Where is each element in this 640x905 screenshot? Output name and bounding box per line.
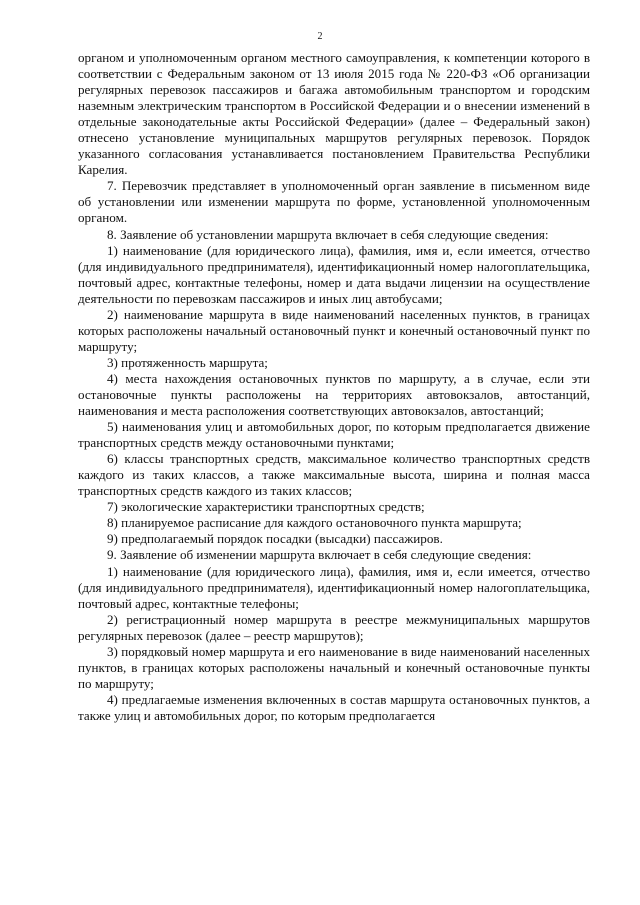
list-item-8-4: 4) места нахождения остановочных пунктов по маршруту, а в случае, если эти остановочные пункты расположены на территориях автовокзалов, автостанций, наименования и места расположения соответствующих автовокзалов, автостанций; xyxy=(78,370,590,419)
list-item-8-2: 2) наименование маршрута в виде наименований населенных пунктов, в границах которых расположены начальный остановочный пункт и конечный остановочный пункт по маршруту; xyxy=(78,306,590,354)
paragraph-clause-9: 9. Заявление об изменении маршрута включает в себя следующие сведения: xyxy=(107,547,532,563)
list-item-9-3: 3) порядковый номер маршрута и его наименование в виде наименований населенных пунктов, в границах которых расположены начальный и конечный остановочные пункты по маршруту; xyxy=(78,643,590,691)
list-item-8-6: 6) классы транспортных средств, максимальное количество транспортных средств каждого из таких классов, а также максимальные высота, ширина и полная масса транспортных средств каждого из таких классов; xyxy=(78,451,590,499)
list-item-8-9: 9) предполагаемый порядок посадки (высадки) пассажиров. xyxy=(107,531,443,547)
list-item-9-4: 4) предлагаемые изменения включенных в состав маршрута остановочных пунктов, а также улиц и автомобильных дорог, по которым предполагается xyxy=(78,691,590,723)
list-item-8-3: 3) протяженность маршрута; xyxy=(107,354,268,370)
page-number: 2 xyxy=(317,31,323,42)
paragraph-clause-7: 7. Перевозчик представляет в уполномоченный орган заявление в письменном виде об установлении или изменении маршрута по форме, установленной уполномоченным органом. xyxy=(78,178,590,226)
list-item-9-1: 1) наименование (для юридического лица), фамилия, имя и, если имеется, отчество (для индивидуального предпринимателя), идентификационный номер налогоплательщика, почтовый адрес, контактные телефоны; xyxy=(78,563,590,611)
paragraph-continuation: органом и уполномоченным органом местного самоуправления, к компетенции которого в соответствии с Федеральным законом от 13 июля 2015 года № 220-ФЗ «Об организации регулярных перевозок пассажиров и багажа автомобильным транспортом и городским наземным электрическим транспортом в Российской Федерации и о внесении изменений в отдельные законодательные акты Российской Федерации» (далее – Федеральный закон) отнесено установление муниципальных маршрутов регулярных перевозок. Порядок указанного согласования устанавливается постановлением Правительства Республики Карелия. xyxy=(78,50,590,178)
list-item-8-1: 1) наименование (для юридического лица), фамилия, имя и, если имеется, отчество (для индивидуального предпринимателя), идентификационный номер налогоплательщика, почтовый адрес, контактные телефоны, номер и дата выдачи лицензии на осуществление деятельности по перевозкам пассажиров и иных лиц автобусами; xyxy=(78,242,590,306)
document-body xyxy=(78,50,590,724)
list-item-8-8: 8) планируемое расписание для каждого остановочного пункта маршрута; xyxy=(107,515,522,531)
list-item-8-5: 5) наименования улиц и автомобильных дорог, по которым предполагается движение транспортных средств между остановочными пунктами; xyxy=(78,419,590,451)
list-item-8-7: 7) экологические характеристики транспортных средств; xyxy=(107,499,425,515)
paragraph-clause-8: 8. Заявление об установлении маршрута включает в себя следующие сведения: xyxy=(107,226,549,242)
list-item-9-2: 2) регистрационный номер маршрута в реестре межмуниципальных маршрутов регулярных перевозок (далее – реестр маршрутов); xyxy=(78,611,590,643)
